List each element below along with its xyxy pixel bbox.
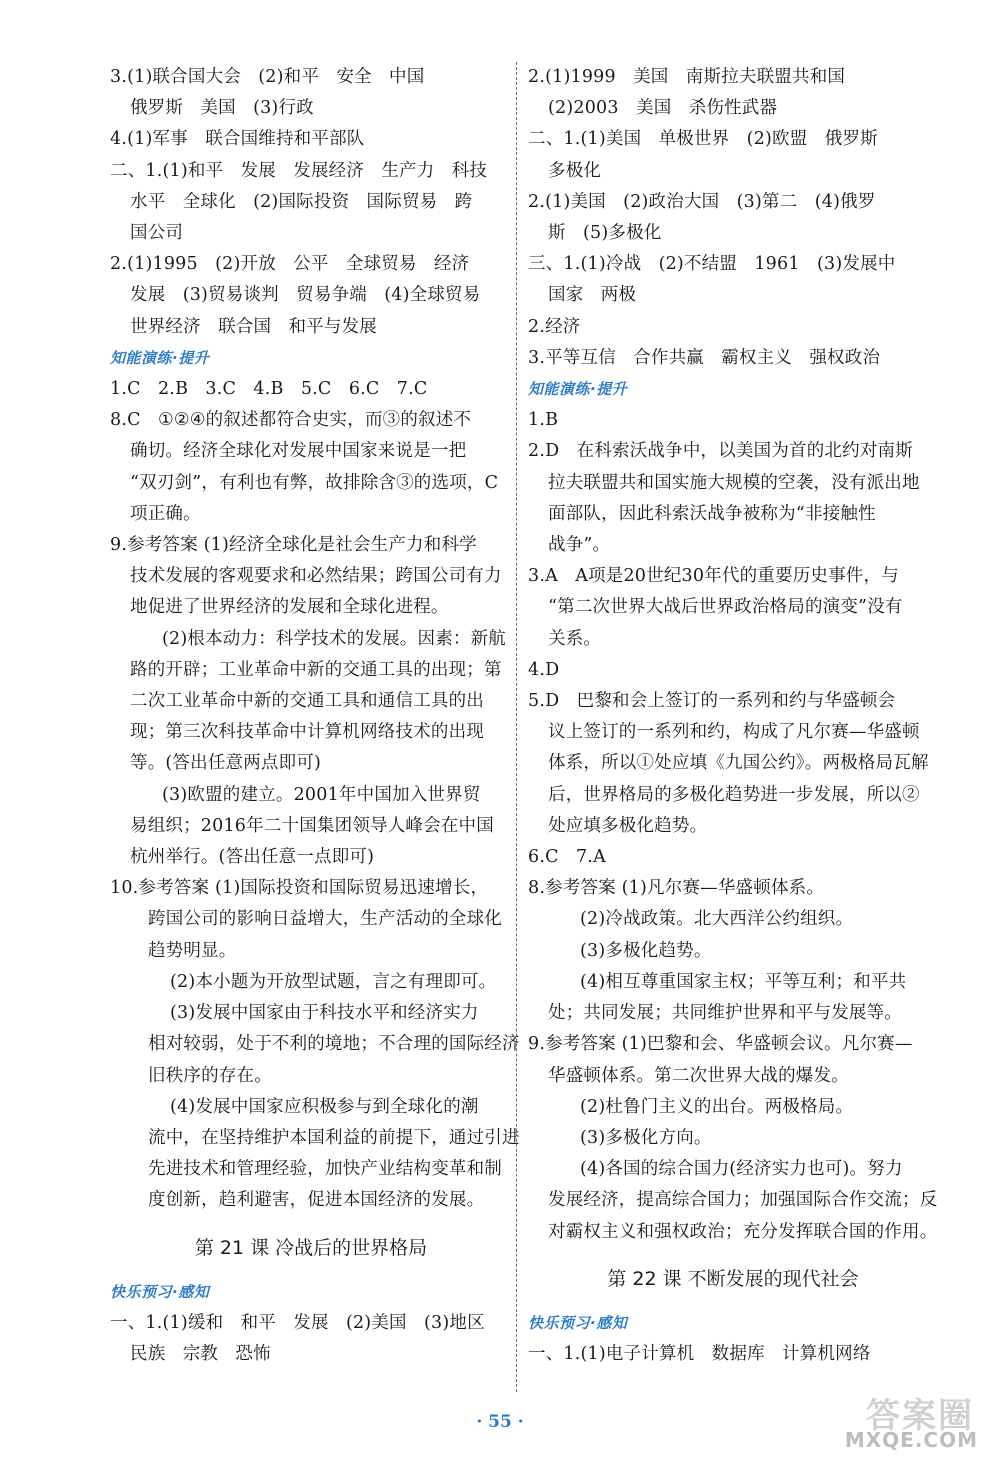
answer-line: 3.平等互信 合作共赢 霸权主义 强权政治 (528, 347, 881, 368)
answer-line: (3)欧盟的建立。2001年中国加入世界贸 (162, 784, 481, 805)
answer-line: 2.(1)1999 美国 南斯拉夫联盟共和国 (528, 67, 846, 87)
watermark-url: MXQE.COM (844, 1428, 978, 1452)
answer-line: 现；第三次科技革命中计算机网络技术的出现 (130, 722, 484, 743)
answer-line: 处应填多极化趋势。 (548, 815, 708, 836)
answer-line: 杭州举行。(答出任意一点即可) (130, 847, 375, 868)
answer-line: 水平 全球化 (2)国际投资 国际贸易 跨 (130, 191, 473, 212)
answer-line: 易组织；2016年二十国集团领导人峰会在中国 (130, 815, 494, 836)
answer-line: 8.参考答案 (1)凡尔赛—华盛顿体系。 (528, 878, 825, 899)
column-divider (516, 62, 517, 1392)
watermark-logo-text: 答案圈 (866, 1396, 974, 1436)
answer-line: 斯 (5)多极化 (548, 223, 662, 244)
answer-line: 技术发展的客观要求和必然结果；跨国公司有力 (130, 566, 502, 587)
answer-line: 华盛顿体系。第二次世界大战的爆发。 (548, 1065, 849, 1086)
answer-line: (4)发展中国家应积极参与到全球化的潮 (170, 1096, 479, 1117)
answer-line: 对霸权主义和强权政治；充分发挥联合国的作用。 (548, 1221, 938, 1242)
answer-line: (2)本小题为开放型试题，言之有理即可。 (170, 971, 497, 992)
answer-line: 路的开辟；工业革命中新的交通工具的出现；第 (130, 659, 502, 680)
answer-line: 3.A A项是20世纪30年代的重要历史事件，与 (528, 566, 899, 587)
answer-line: 发展 (3)贸易谈判 贸易争端 (4)全球贸易 (130, 285, 481, 306)
answer-line: 3.(1)联合国大会 (2)和平 安全 中国 (110, 67, 425, 87)
answer-line: 9.参考答案 (1)经济全球化是社会生产力和科学 (110, 535, 477, 556)
answer-line: (4)各国的综合国力(经济实力也可)。努力 (580, 1159, 903, 1180)
answer-line: 二、1.(1)和平 发展 发展经济 生产力 科技 (110, 160, 488, 181)
answer-line: 拉夫联盟共和国实施大规模的空袭，没有派出地 (548, 472, 920, 493)
answer-line: 4.(1)军事 联合国维持和平部队 (110, 129, 365, 150)
answer-line: 体系，所以①处应填《九国公约》。两极格局瓦解 (548, 753, 929, 774)
answer-line: 议上签订的一系列和约，构成了凡尔赛—华盛顿 (548, 722, 920, 743)
answer-line: 趋势明显。 (148, 940, 237, 961)
answer-line: 2.(1)1995 (2)开放 公平 全球贸易 经济 (110, 254, 470, 275)
answer-line: 6.C 7.A (528, 847, 606, 868)
answer-line: 等。(答出任意两点即可) (130, 753, 322, 774)
answer-line: 流中，在坚持维护本国利益的前提下，通过引进 (148, 1127, 520, 1148)
answer-line: 俄罗斯 美国 (3)行政 (130, 98, 314, 119)
answer-line: 跨国公司的影响日益增大，生产活动的全球化 (148, 909, 502, 930)
answer-line: 2.经济 (528, 316, 581, 337)
answer-line: 二、1.(1)美国 单极世界 (2)欧盟 俄罗斯 (528, 129, 878, 150)
answer-line: 2.(1)美国 (2)政治大国 (3)第二 (4)俄罗 (528, 191, 876, 212)
left-column (110, 62, 520, 1370)
answer-line: 民族 宗教 恐怖 (130, 1343, 271, 1364)
answer-line: 1.B (528, 410, 559, 431)
page-number: · 55 · (476, 1412, 524, 1432)
answer-line: 世界经济 联合国 和平与发展 (130, 316, 377, 337)
answer-line: 4.D (528, 659, 560, 680)
answer-line: (2)冷战政策。北大西洋公约组织。 (580, 909, 854, 930)
answer-line: 确切。经济全球化对发展中国家来说是一把 (130, 441, 467, 462)
answer-line: 面部队，因此科索沃战争被称为“非接触性 (548, 503, 876, 524)
answer-line: 关系。 (548, 628, 602, 649)
answer-line: (2)杜鲁门主义的出台。两极格局。 (580, 1096, 854, 1117)
answer-line: “双刃剑”，有利也有弊，故排除含③的选项，C (130, 472, 499, 493)
section-heading: 知能演练·提升 (528, 380, 628, 399)
lesson-title: 第 22 课 不断发展的现代社会 (607, 1267, 859, 1290)
answer-line: 国公司 (130, 223, 184, 244)
answer-line: “第二次世界大战后世界政治格局的演变”没有 (548, 597, 903, 618)
answer-line: (3)多极化趋势。 (580, 940, 712, 961)
answer-line: 相对较弱，处于不利的境地；不合理的国际经济 (148, 1034, 520, 1055)
answer-line: 一、1.(1)缓和 和平 发展 (2)美国 (3)地区 (110, 1312, 485, 1333)
answer-line: 发展经济，提高综合国力；加强国际合作交流；反 (548, 1190, 938, 1211)
answer-line: 三、1.(1)冷战 (2)不结盟 1961 (3)发展中 (528, 254, 896, 275)
answer-line: 项正确。 (130, 503, 201, 524)
answer-line: 国家 两极 (548, 285, 637, 306)
answer-line: (4)相互尊重国家主权；平等互利；和平共 (580, 971, 907, 992)
answer-line: 10.参考答案 (1)国际投资和国际贸易迅速增长， (110, 878, 489, 899)
answer-line: (2)根本动力：科学技术的发展。因素：新航 (162, 628, 506, 649)
right-column (528, 62, 938, 1370)
answer-line: 一、1.(1)电子计算机 数据库 计算机网络 (528, 1343, 871, 1364)
answer-line: 战争”。 (548, 535, 611, 556)
answer-line: 9.参考答案 (1)巴黎和会、华盛顿会议。凡尔赛— (528, 1034, 913, 1055)
section-heading: 知能演练·提升 (110, 348, 210, 367)
answer-line: 8.C ①②④的叙述都符合史实，而③的叙述不 (110, 410, 472, 431)
answer-line: 度创新，趋利避害，促进本国经济的发展。 (148, 1190, 485, 1211)
answer-line: 处；共同发展；共同维护世界和平与发展等。 (548, 1003, 902, 1024)
answer-line: 多极化 (548, 160, 602, 181)
answer-line: 旧秩序的存在。 (148, 1065, 272, 1086)
answer-line: (3)多极化方向。 (580, 1127, 712, 1148)
answer-line: 先进技术和管理经验，加快产业结构变革和制 (148, 1159, 502, 1180)
lesson-title: 第 21 课 冷战后的世界格局 (194, 1236, 428, 1259)
answer-line: (2)2003 美国 杀伤性武器 (548, 98, 778, 119)
answer-line: 二次工业革命中新的交通工具和通信工具的出 (130, 691, 484, 712)
answer-line: (3)发展中国家由于科技水平和经济实力 (170, 1003, 479, 1024)
watermark-logo (834, 1388, 984, 1458)
section-heading: 快乐预习·感知 (528, 1313, 628, 1332)
answer-line: 2.D 在科索沃战争中，以美国为首的北约对南斯 (528, 441, 913, 462)
answer-line: 1.C 2.B 3.C 4.B 5.C 6.C 7.C (110, 379, 428, 400)
answer-line: 5.D 巴黎和会上签订的一系列和约与华盛顿会 (528, 691, 896, 712)
section-heading: 快乐预习·感知 (110, 1282, 210, 1301)
answer-line: 地促进了世界经济的发展和全球化进程。 (130, 597, 449, 618)
answer-line: 后，世界格局的多极化趋势进一步发展，所以② (548, 784, 920, 805)
